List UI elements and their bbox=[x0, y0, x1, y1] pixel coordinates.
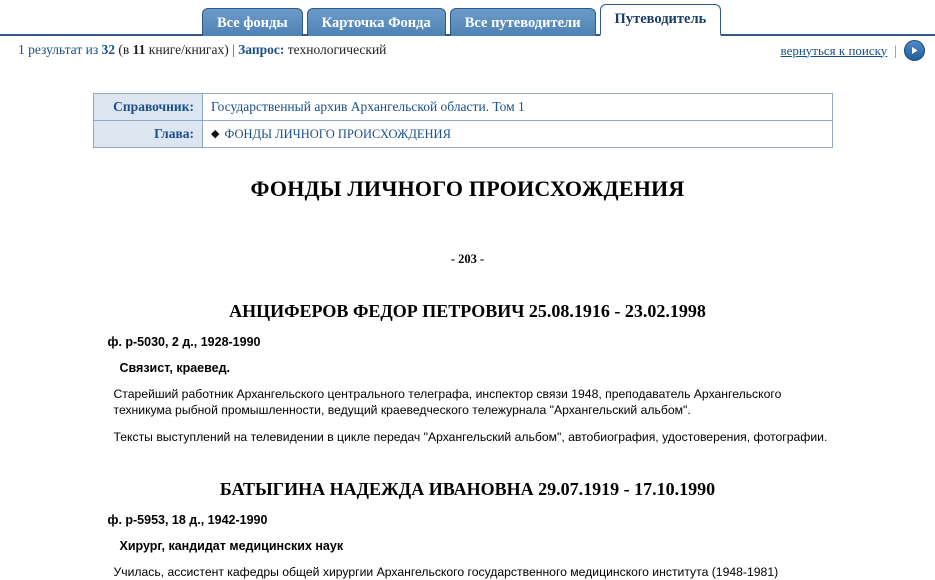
entry-paragraph: Тексты выступлений на телевидении в цикле передач "Архангельский альбом", автобиография, удостоверения, фотографии. bbox=[113, 430, 828, 444]
entry-fund: ф. р-5030, 2 д., 1928-1990 bbox=[107, 335, 261, 349]
entry-paragraph: Старейший работник Архангельского центрального телеграфа, инспектор связи 1948, преподаватель Архангельского техникума рыбной промышленности, ведущий краеведческого тележурнала "Архангельский альбом". bbox=[113, 387, 782, 417]
chapter-value-cell bbox=[203, 121, 833, 148]
entry-title: БАТЫГИНА НАДЕЖДА ИВАНОВНА 29.07.1919 - 17.10.1990 bbox=[219, 479, 716, 499]
tab-bar bbox=[0, 0, 935, 36]
result-in-books-suffix: книге/книгах) bbox=[145, 42, 229, 57]
result-bar bbox=[0, 36, 935, 64]
entry-role: Связист, краевед. bbox=[119, 361, 230, 375]
guide-value[interactable]: Государственный архив Архангельской области. Том 1 bbox=[203, 94, 833, 121]
entry-paragraph: Училась, ассистент кафедры общей хирургии Архангельского государственного медицинского института (1948-1981) bbox=[113, 565, 779, 579]
result-books-count: 11 bbox=[132, 42, 146, 57]
entry-title: АНЦИФЕРОВ ФЕДОР ПЕТРОВИЧ 25.08.1916 - 23.02.1998 bbox=[229, 301, 706, 321]
result-divider: | bbox=[228, 42, 239, 57]
result-in-books-prefix: (в bbox=[115, 42, 133, 57]
query-value: технологический bbox=[284, 42, 387, 57]
query-label: Запрос: bbox=[238, 42, 285, 57]
tab-all-funds[interactable]: Все фонды bbox=[202, 8, 303, 36]
tab-fund-card[interactable]: Карточка Фонда bbox=[307, 8, 446, 36]
document-title: ФОНДЫ ЛИЧНОГО ПРОИСХОЖДЕНИЯ bbox=[250, 176, 685, 201]
chapter-link[interactable]: ФОНДЫ ЛИЧНОГО ПРОИСХОЖДЕНИЯ bbox=[224, 127, 451, 141]
guide-label: Справочник: bbox=[94, 94, 203, 121]
tab-all-guides[interactable]: Все путеводители bbox=[450, 8, 596, 36]
tab-guide[interactable]: Путеводитель bbox=[600, 4, 722, 36]
back-to-search-link[interactable]: вернуться к поиску bbox=[780, 42, 888, 58]
guide-info-table bbox=[93, 93, 833, 148]
list-item bbox=[107, 479, 828, 579]
result-count-prefix: 1 результат из bbox=[18, 42, 102, 57]
arrow-right-icon[interactable] bbox=[904, 40, 925, 61]
table-row bbox=[94, 121, 833, 148]
entry-fund: ф. р-5953, 18 д., 1942-1990 bbox=[107, 513, 268, 527]
page-number: - 203 - bbox=[450, 252, 485, 266]
bullet-icon: ◆ bbox=[211, 128, 220, 140]
chapter-label: Глава: bbox=[94, 121, 203, 148]
result-actions bbox=[781, 40, 925, 61]
result-summary bbox=[18, 42, 386, 58]
entry-role: Хирург, кандидат медицинских наук bbox=[119, 539, 344, 553]
result-count-total: 32 bbox=[101, 42, 116, 57]
document-body bbox=[0, 168, 935, 579]
action-separator: | bbox=[894, 42, 897, 58]
list-item bbox=[108, 301, 828, 445]
tab-list bbox=[202, 4, 721, 36]
table-row bbox=[94, 94, 833, 121]
